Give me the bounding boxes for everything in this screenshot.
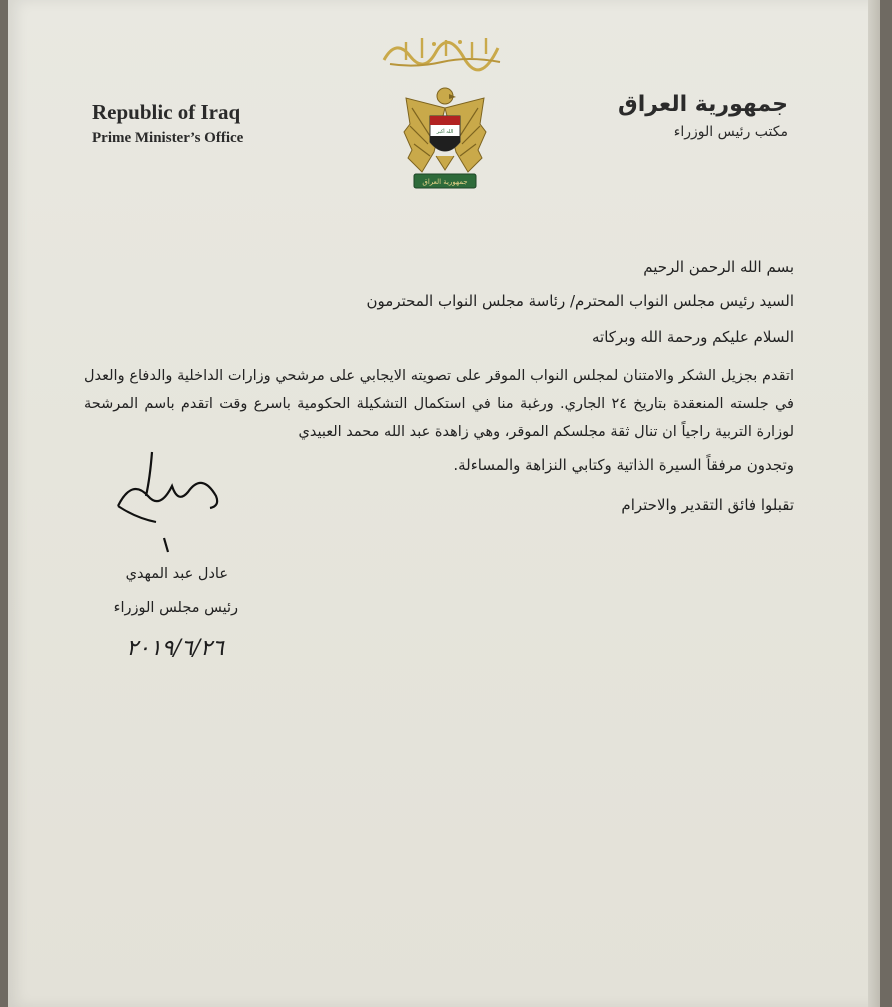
basmala-calligraphy-seal — [376, 30, 508, 72]
signatory-name: عادل عبد المهدي — [125, 566, 228, 582]
attachments-line: وتجدون مرفقاً السيرة الذاتية وكتابي النزاهة والمساءلة. — [453, 456, 794, 474]
letterhead-arabic-subtitle: مكتب رئيس الوزراء — [673, 124, 788, 140]
iraq-eagle-emblem-icon — [400, 80, 490, 196]
paper-edge — [868, 0, 880, 1007]
letterhead-arabic-title: جمهورية العراق — [618, 92, 788, 117]
letterhead-english-title: Republic of Iraq — [92, 100, 241, 124]
basmala-line: بسم الله الرحمن الرحيم — [643, 258, 794, 276]
letter-paper — [8, 0, 880, 1007]
signatory-title: رئيس مجلس الوزراء — [113, 600, 238, 616]
greeting-line: السلام عليكم ورحمة الله وبركاته — [592, 328, 794, 346]
handwritten-date: ٢٠١٩/٦/٢٦ — [126, 636, 224, 661]
emblem-shield-text: الله أكبر — [436, 129, 454, 135]
addressee-line: السيد رئيس مجلس النواب المحترم/ رئاسة مجلس النواب المحترمون — [366, 292, 794, 310]
handwritten-signature — [112, 448, 232, 558]
letter-body-paragraph: اتقدم بجزيل الشكر والامتنان لمجلس النواب الموقر على تصويته الايجابي على مرشحي وزارات الداخلية والدفاع والعدل في جلسته المنعقدة بتاريخ ٢٤ الجاري. ورغبة منا في استكمال التشكيلة الحكومية باسرع وقت اتقدم باسم المرشحة لوزارة التربية راجياً ان تنال ثقة مجلسكم الموقر، وهي زاهدة عبد الله محمد العبيدي — [84, 368, 794, 440]
emblem-banner-text: جمهورية العراق — [422, 178, 468, 186]
closing-line: تقبلوا فائق التقدير والاحترام — [621, 496, 794, 514]
letterhead-english-subtitle: Prime Minister’s Office — [92, 130, 244, 146]
